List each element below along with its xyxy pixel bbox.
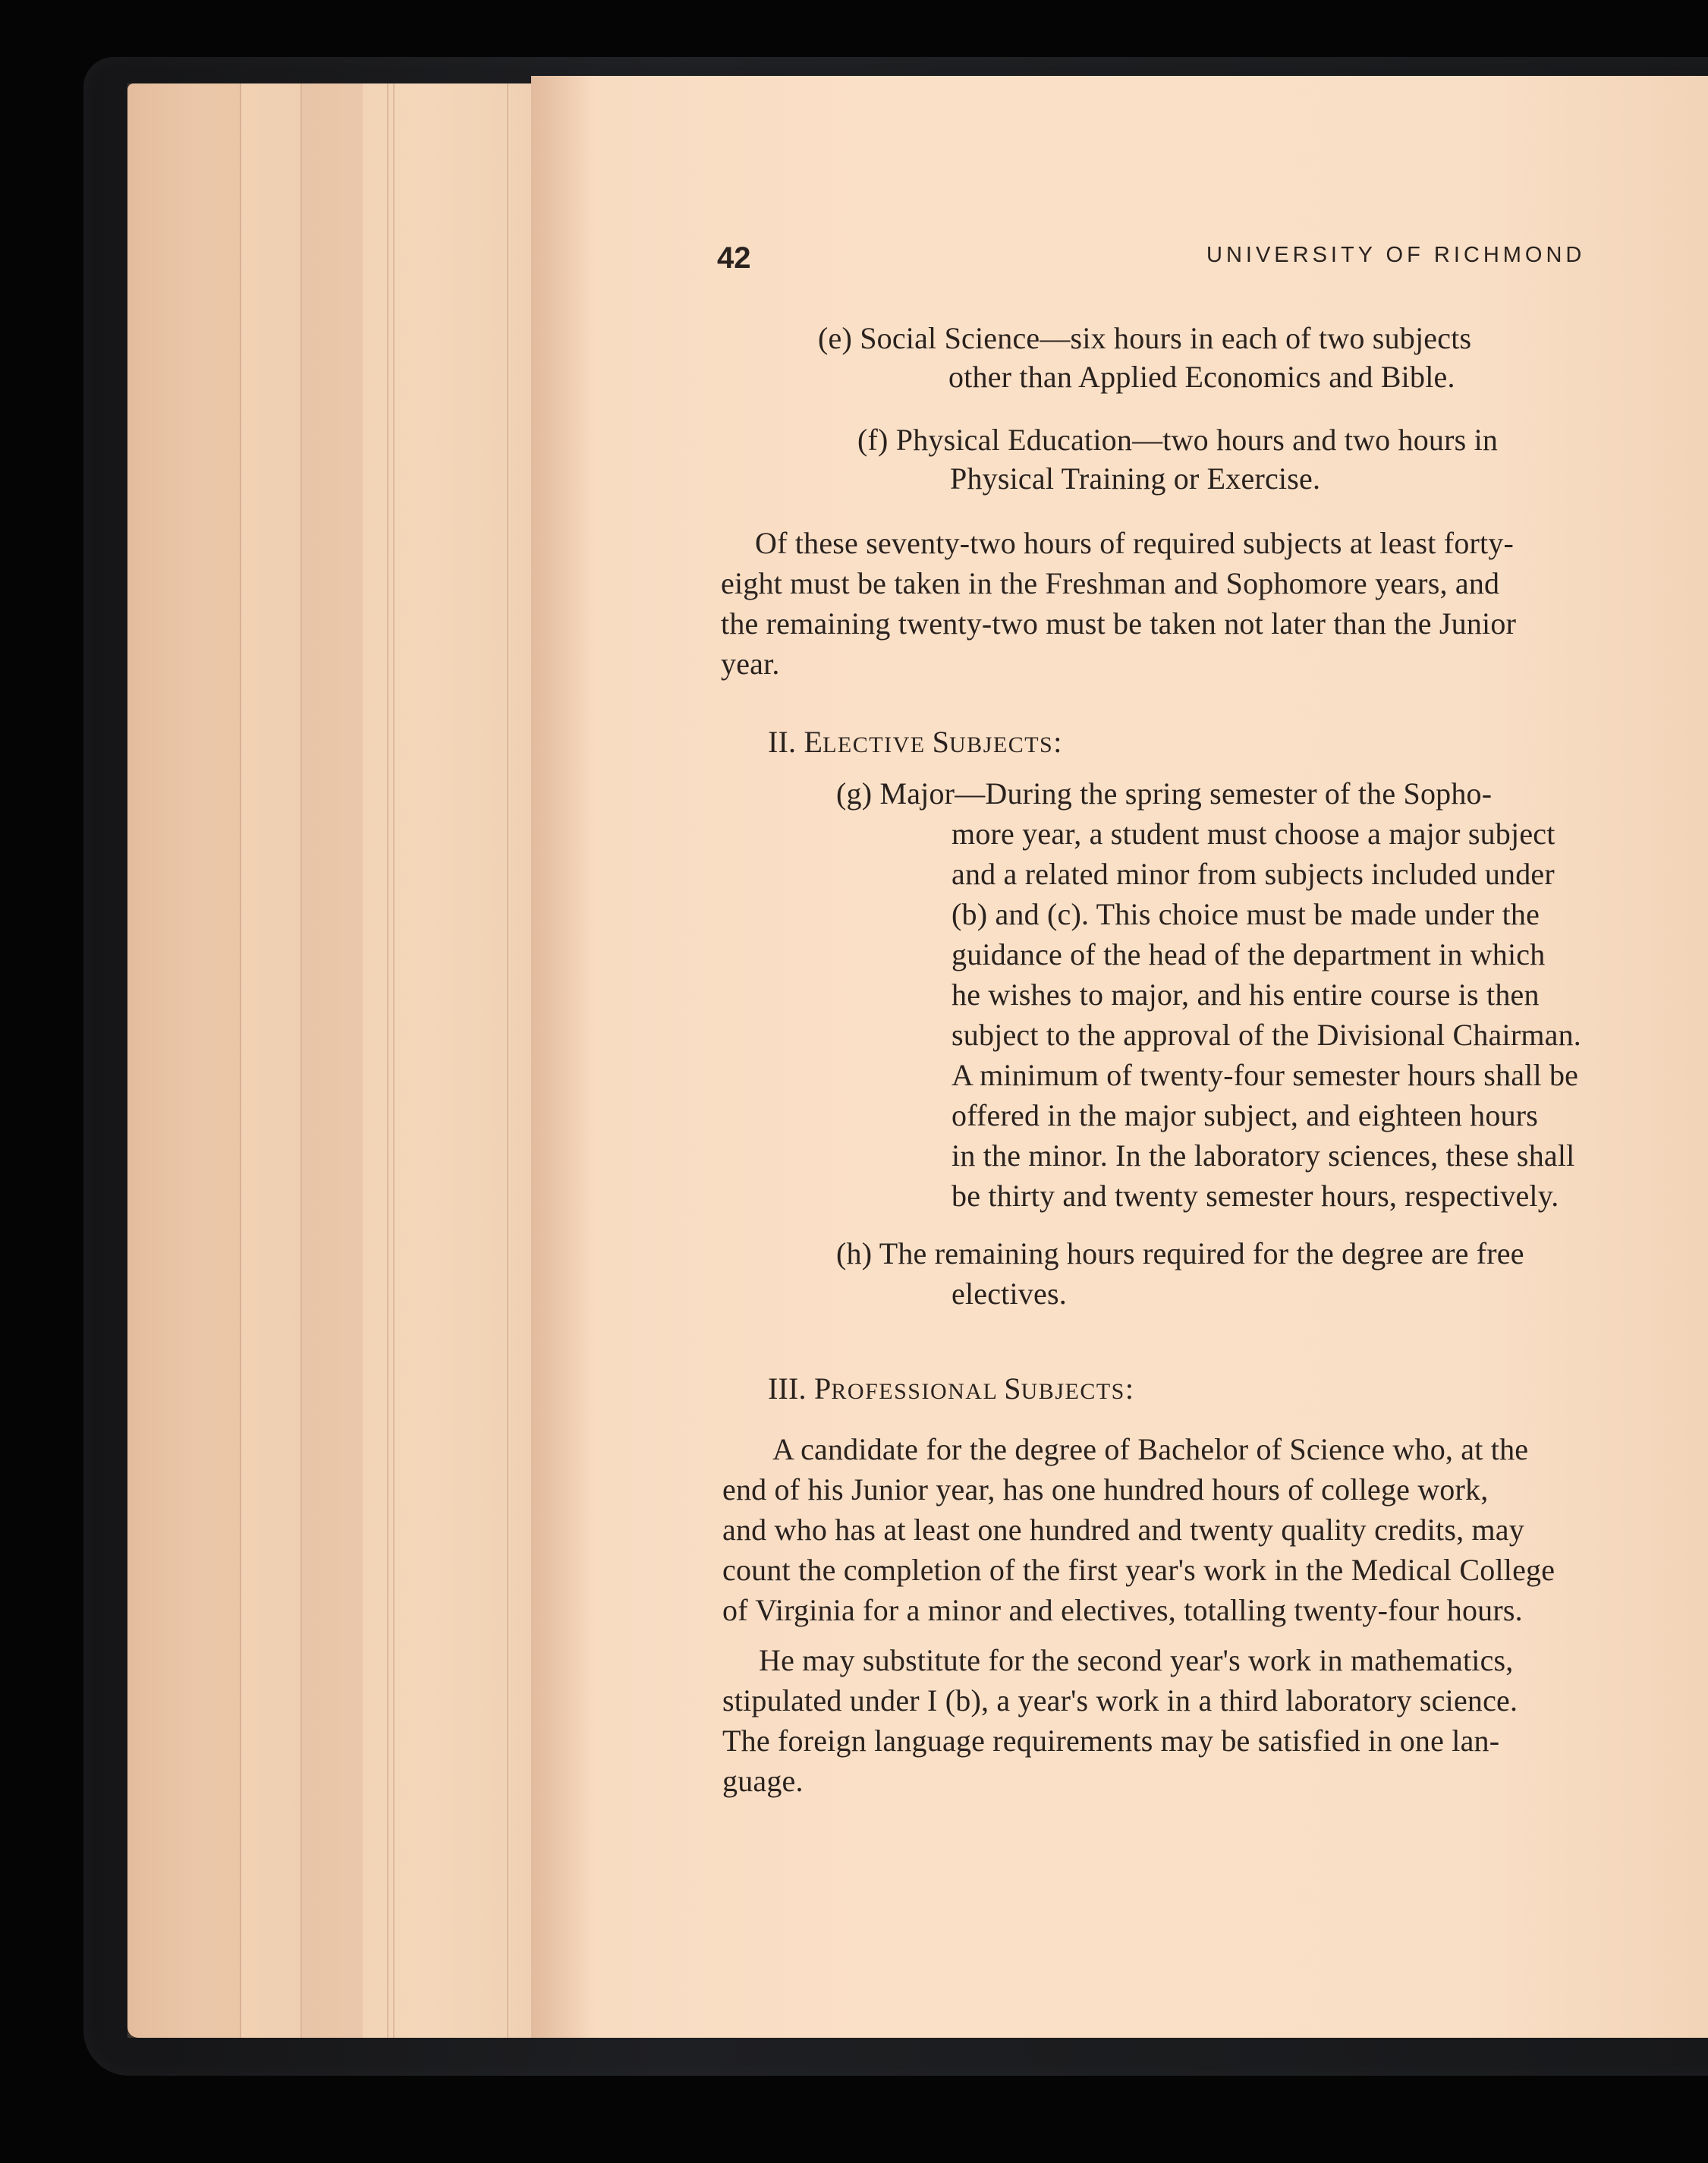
page-edge-stack bbox=[127, 83, 552, 2038]
page-gutter-shadow bbox=[531, 76, 592, 2038]
item-g-line: be thirty and twenty semester hours, respectively. bbox=[952, 1179, 1559, 1213]
item-g-line: subject to the approval of the Divisional Chairman. bbox=[952, 1018, 1582, 1052]
heading-part: UBJECTS bbox=[949, 732, 1054, 757]
item-g-line: offered in the major subject, and eighteen hours bbox=[952, 1098, 1539, 1132]
paragraph-line: The foreign language requirements may be satisfied in one lan- bbox=[722, 1724, 1500, 1758]
item-h-line: (h) The remaining hours required for the degree are free bbox=[836, 1236, 1524, 1270]
paragraph-line: guage. bbox=[722, 1764, 804, 1798]
item-g-line: guidance of the head of the department in which bbox=[952, 937, 1546, 971]
paragraph-line: of Virginia for a minor and electives, totalling twenty-four hours. bbox=[722, 1593, 1523, 1627]
page-number: 42 bbox=[717, 241, 751, 275]
paragraph-line: the remaining twenty-two must be taken not later than the Junior bbox=[721, 606, 1517, 641]
paragraph-line: He may substitute for the second year's work in mathematics, bbox=[759, 1643, 1514, 1677]
item-f-line: Physical Training or Exercise. bbox=[950, 461, 1321, 496]
page-edge-line bbox=[393, 83, 395, 2038]
item-g-line: in the minor. In the laboratory sciences, these shall bbox=[952, 1138, 1575, 1173]
heading-part: P bbox=[813, 1371, 832, 1406]
page-edge-line bbox=[507, 83, 508, 2038]
paragraph-line: stipulated under I (b), a year's work in a third laboratory science. bbox=[722, 1683, 1518, 1717]
heading-part: : bbox=[1053, 725, 1062, 759]
item-g-line: more year, a student must choose a major subject bbox=[952, 817, 1555, 851]
section-numeral: II. bbox=[768, 725, 797, 759]
paragraph-line: count the completion of the first year's work in the Medical College bbox=[722, 1553, 1555, 1587]
heading-part: LECTIVE bbox=[823, 732, 933, 757]
section-heading-professional bbox=[768, 1368, 1134, 1413]
heading-part: S bbox=[932, 725, 950, 759]
section-heading-elective bbox=[768, 721, 1062, 767]
item-f-line: (f) Physical Education—two hours and two hours in bbox=[857, 423, 1499, 457]
paragraph-line: Of these seventy-two hours of required subjects at least forty- bbox=[755, 526, 1515, 560]
heading-part: UBJECTS bbox=[1021, 1379, 1125, 1404]
paragraph-line: eight must be taken in the Freshman and Sophomore years, and bbox=[721, 566, 1500, 600]
paragraph-line: year. bbox=[721, 647, 780, 681]
paragraph-line: and who has at least one hundred and twenty quality credits, may bbox=[722, 1513, 1524, 1547]
page-edge-band bbox=[302, 83, 363, 2038]
page-edge-band bbox=[127, 83, 241, 2038]
section-numeral: III. bbox=[768, 1371, 807, 1406]
paragraph-line: A candidate for the degree of Bachelor of Science who, at the bbox=[772, 1432, 1529, 1466]
heading-part: E bbox=[804, 725, 823, 759]
item-e-line: other than Applied Economics and Bible. bbox=[948, 360, 1455, 394]
page-edge-line bbox=[240, 83, 241, 2038]
item-g-line: (g) Major—During the spring semester of the Sopho- bbox=[836, 776, 1493, 811]
running-title: UNIVERSITY OF RICHMOND bbox=[1206, 243, 1586, 267]
item-g-line: A minimum of twenty-four semester hours shall be bbox=[952, 1058, 1579, 1092]
item-h-line: electives. bbox=[952, 1277, 1067, 1311]
heading-part: ROFESSIONAL bbox=[831, 1379, 1005, 1404]
item-e-line: (e) Social Science—six hours in each of two subjects bbox=[818, 321, 1472, 355]
page-edge-line bbox=[387, 83, 388, 2038]
item-g-line: and a related minor from subjects included under bbox=[952, 857, 1555, 891]
heading-part: S bbox=[1004, 1371, 1021, 1406]
paragraph-line: end of his Junior year, has one hundred hours of college work, bbox=[722, 1472, 1489, 1507]
item-g-line: (b) and (c). This choice must be made under the bbox=[952, 897, 1540, 931]
heading-part: : bbox=[1125, 1371, 1134, 1406]
item-g-line: he wishes to major, and his entire course is then bbox=[952, 978, 1540, 1012]
